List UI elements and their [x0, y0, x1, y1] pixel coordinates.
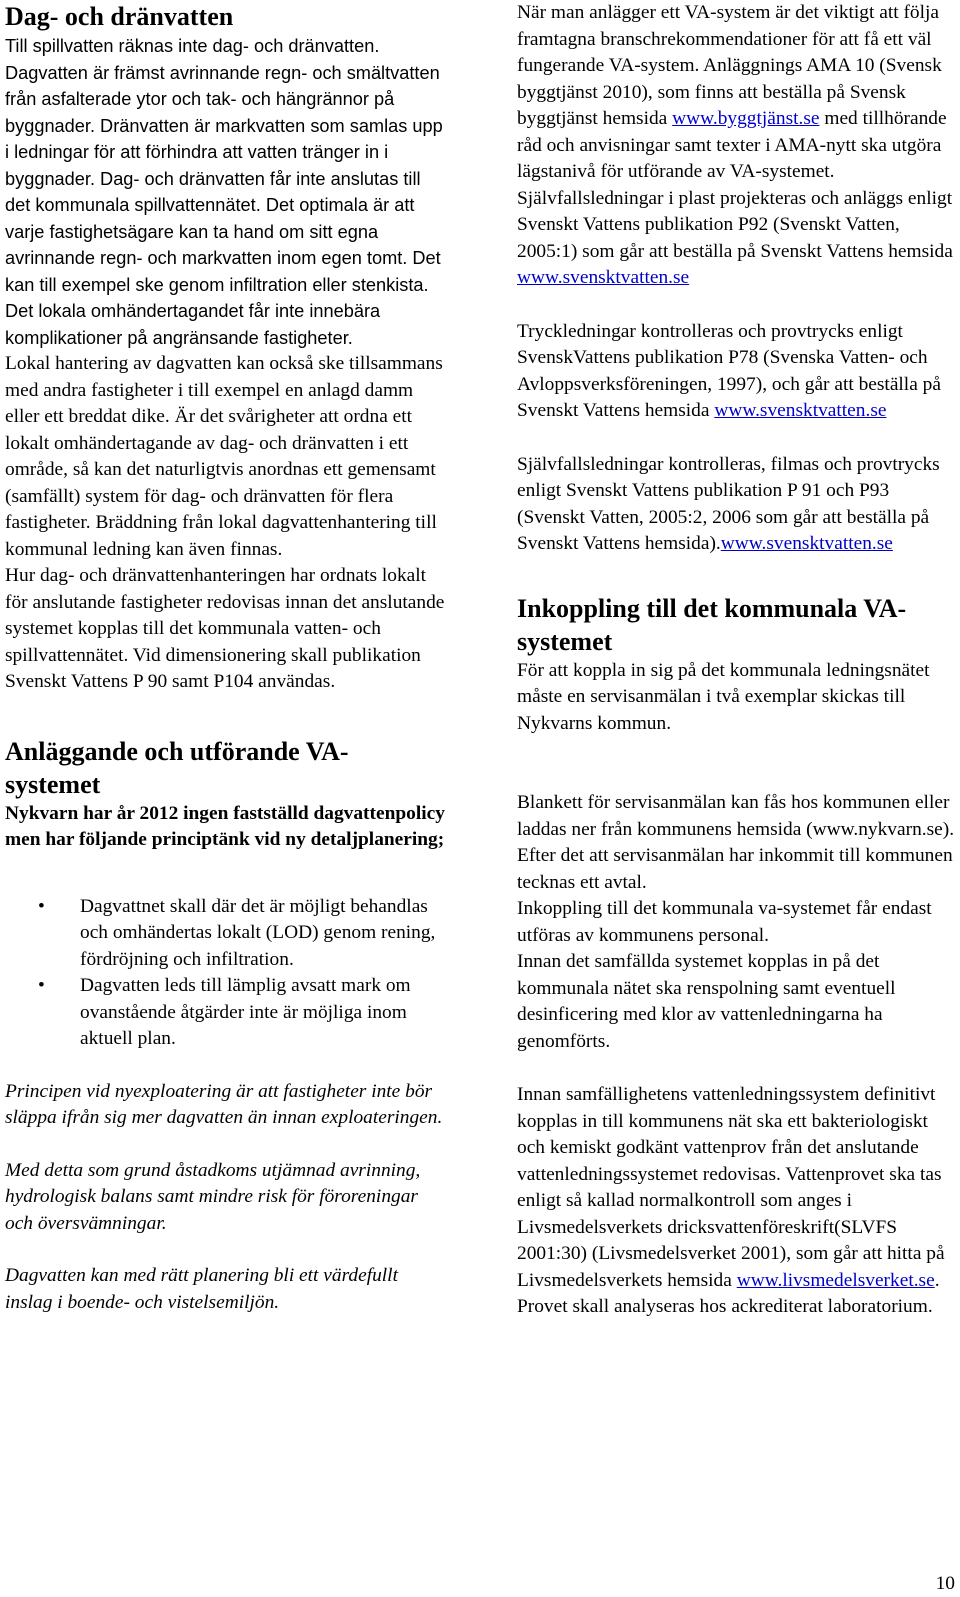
heading-inkoppling: Inkoppling till det kommunala VA-systemet	[517, 593, 907, 656]
paragraph-sjalvfall-plast: Självfallsledningar i plast projekteras och anläggs enligt Svenskt Vattens publikation P92 (Svenskt Vatten, 2005:1) som går att beställa på Svenskt Vattens hemsida www.svensktvatten.se	[517, 187, 953, 288]
paragraph-koppla-in: För att koppla in sig på det kommunala ledningsnätet måste en servisanmälan i två exemplar skickas till Nykvarns kommun.	[517, 659, 930, 734]
list-item: • Dagvatten leds till lämplig avsatt mark om ovanstående åtgärder inte är möjliga inom aktuell plan.	[38, 975, 411, 1049]
paragraph-va-system: När man anlägger ett VA-system är det viktigt att följa framtagna branschrekommendationer för att få ett väl fungerande VA-system. Anläggnings AMA 10 (Svensk byggtjänst 2010), som finns att beställa på Svensk byggtjänst hemsida www.byggtjänst.se med tillhörande råd och anvisningar samt texter i AMA-nytt ska utgöra lägstanivå för utförande av VA-systemet.	[517, 2, 947, 182]
left-column	[5, 0, 445, 1316]
link-livsmedelsverket[interactable]: www.livsmedelsverket.se	[736, 1269, 935, 1291]
paragraph-tryckledningar: Tryckledningar kontrolleras och provtrycks enligt SvenskVattens publikation P78 (Svenska Vatten- och Avloppsverksföreningen, 1997), och går att beställa på Svenskt Vattens hemsida www.svensktvatten.se	[517, 320, 941, 421]
italic-vardefullt-inslag: Dagvatten kan med rätt planering bli ett värdefullt inslag i boende- och vistelsemiljön.	[5, 1265, 398, 1313]
paragraph-inkoppling-personal: Inkoppling till det kommunala va-systemet får endast utföras av kommunens personal.	[517, 898, 932, 946]
heading-dag-dranvatten: Dag- och dränvatten	[5, 2, 234, 31]
link-svensktvatten-2[interactable]: www.svensktvatten.se	[714, 400, 887, 421]
paragraph-hur-dag-dranvatten: Hur dag- och dränvattenhanteringen har ordnats lokalt för anslutande fastigheter redovisas innan det anslutande systemet kopplas till det kommunala vatten- och spillvattennätet. Vid dimensionering skall publikation Svenskt Vattens P 90 samt P104 användas.	[5, 565, 445, 692]
bullet-icon: •	[38, 975, 45, 996]
paragraph-spillvatten: Till spillvatten räknas inte dag- och dränvatten. Dagvatten är främst avrinnande regn- och smältvatten från asfalterade ytor och tak- och hängrännor på byggnader. Dränvatten är markvatten som samlas upp i ledningar för att förhindra att vatten tränger in i byggnader. Dag- och dränvatten får inte anslutas till det kommunala spillvattennätet. Det optimala är att varje fastighetsägare kan ta hand om sitt egna avrinnande regn- och markvatten inom egen tomt. Det kan till exempel ske genom infiltration eller stenkista. Det lokala omhändertagandet får inte innebära komplikationer på angränsande fastigheter.	[5, 36, 443, 348]
right-column	[517, 0, 960, 1321]
heading-anlaggande: Anläggande och utförande VA-systemet	[5, 736, 349, 799]
principle-list	[5, 894, 445, 1053]
paragraph-lokal-hantering: Lokal hantering av dagvatten kan också ske tillsammans med andra fastigheter i till exempel en anlagd damm eller ett breddat dike. Är det svårigheter att ordna ett lokalt omhändertagande av dag- och dränvatten i ett område, så kan det naturligtvis anordnas ett gemensamt (samfällt) system för dag- och dränvatten för flera fastigheter. Bräddning från lokal dagvattenhantering till kommunal ledning kan även finnas.	[5, 353, 443, 560]
list-item: • Dagvattnet skall där det är möjligt behandlas och omhändertas lokalt (LOD) genom rening, fördröjning och infiltration.	[38, 895, 436, 970]
paragraph-renspolning: Innan det samfällda systemet kopplas in på det kommunala nätet ska renspolning samt eventuell desinficering med klor av vattenledningarna ha genomförts.	[517, 951, 896, 1052]
page-number: 10	[935, 1573, 955, 1594]
italic-principen: Principen vid nyexploatering är att fastigheter inte bör släppa ifrån sig mer dagvatten än innan exploateringen.	[5, 1080, 443, 1128]
link-svensktvatten-1[interactable]: www.svensktvatten.se	[517, 267, 690, 288]
paragraph-dagvattenpolicy: Nykvarn har år 2012 ingen fastställd dagvattenpolicy men har följande principtänk vid ny detaljplanering;	[5, 802, 445, 850]
bullet-icon: •	[38, 895, 45, 917]
paragraph-blankett: Blankett för servisanmälan kan fås hos kommunen eller laddas ner från kommunens hemsida (www.nykvarn.se). Efter det att servisanmälan har inkommit till kommunen tecknas ett avtal.	[517, 792, 955, 893]
paragraph-sjalvfall-kontroll: Självfallsledningar kontrolleras, filmas och provtrycks enligt Svenskt Vattens publikation P 91 och P93 (Svenskt Vatten, 2005:2, 2006 som går att beställa på Svenskt Vattens hemsida).www.svensktvatten.se	[517, 453, 940, 554]
link-svensktvatten-3[interactable]: www.svensktvatten.se	[720, 533, 893, 554]
paragraph-vattenprov: Innan samfällighetens vattenledningssystem definitivt kopplas in till kommunens nät ska ett bakteriologiskt och kemiskt godkänt vattenprov från det anslutande vattenledningssystemet redovisas. Vattenprovet ska tas enligt så kallad normalkontroll som anges i Livsmedelsverkets dricksvattenföreskrift(SLVFS 2001:30) (Livsmedelsverket 2001), som går att hitta på Livsmedelsverkets hemsida www.livsmedelsverket.se. Provet skall analyseras hos ackrediterat laboratorium.	[517, 1084, 945, 1317]
italic-utjamnad-avrinning: Med detta som grund åstadkoms utjämnad avrinning, hydrologisk balans samt mindre risk för föroreningar och översvämningar.	[5, 1159, 421, 1234]
link-byggtjanst[interactable]: www.byggtjänst.se	[672, 108, 820, 129]
